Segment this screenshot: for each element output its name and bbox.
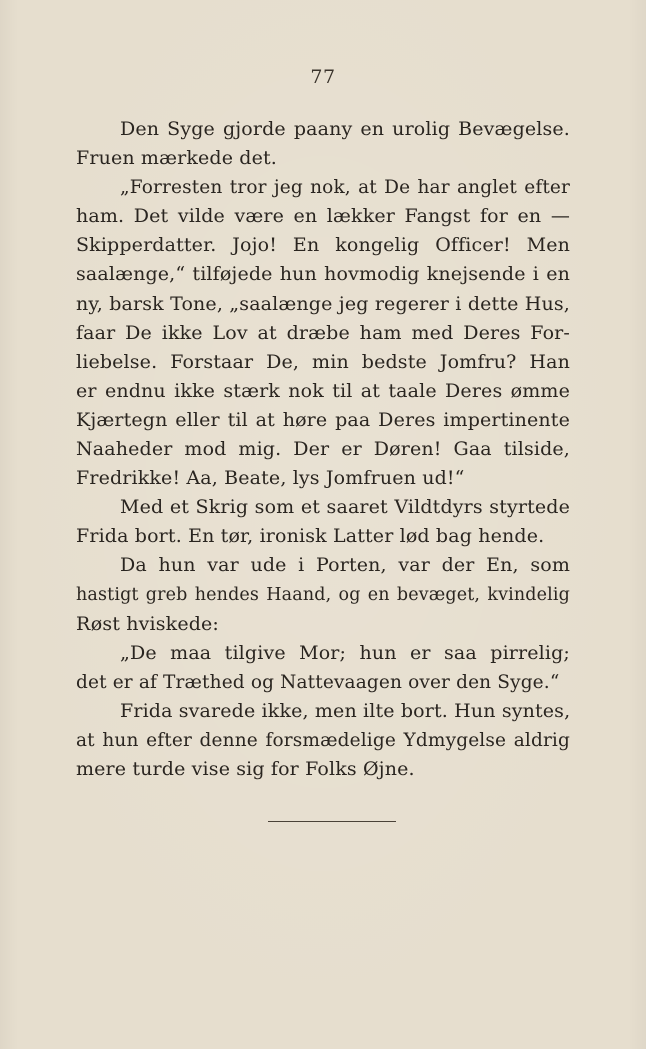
text-line: Fredrikke! Aa, Beate, lys Jomfruen ud!“	[76, 467, 465, 490]
text-line: Skipperdatter. Jojo! En kongelig Officer! Men	[76, 234, 570, 257]
text-line: „De maa tilgive Mor; hun er saa pirrelig;	[120, 641, 570, 664]
text-line: Kjærtegn eller til at høre paa Deres impertinente	[76, 408, 570, 431]
text-line: hastigt greb hendes Haand, og en bevæget, kvindelig	[76, 584, 570, 605]
text-line: liebelse. Forstaar De, min bedste Jomfru? Han	[76, 350, 570, 373]
body-text	[76, 115, 570, 784]
text-line: at hun efter denne forsmædelige Ydmygelse aldrig	[76, 729, 570, 751]
text-line: Naaheder mod mig. Der er Døren! Gaa tilside,	[76, 438, 570, 461]
text-line: „Forresten tror jeg nok, at De har anglet efter	[120, 177, 570, 199]
page-number: 77	[310, 66, 336, 88]
text-line: er endnu ikke stærk nok til at taale Deres ømme	[76, 379, 570, 402]
text-line: Den Syge gjorde paany en urolig Bevægelse.	[120, 118, 570, 140]
text-line: saalænge,“ tilføjede hun hovmodig knejsende i en	[76, 263, 570, 286]
text-line: Røst hviskede:	[76, 612, 219, 635]
text-line: ham. Det vilde være en lækker Fangst for en —	[76, 205, 570, 228]
text-line: Frida svarede ikke, men ilte bort. Hun syntes,	[120, 699, 570, 722]
text-line: ny, barsk Tone, „saalænge jeg regerer i dette Hus,	[76, 292, 570, 315]
text-line: mere turde vise sig for Folks Øjne.	[76, 758, 415, 781]
text-line: Fruen mærkede det.	[76, 147, 277, 170]
text-line: Med et Skrig som et saaret Vildtdyrs styrtede	[120, 496, 570, 519]
text-line: Da hun var ude i Porten, var der En, som	[120, 554, 570, 577]
text-line: Frida bort. En tør, ironisk Latter lød bag hende.	[76, 525, 545, 548]
text-line: det er af Træthed og Nattevaagen over den Syge.“	[76, 671, 560, 693]
section-divider-rule	[268, 821, 396, 822]
text-line: faar De ikke Lov at dræbe ham med Deres For-	[76, 321, 570, 344]
